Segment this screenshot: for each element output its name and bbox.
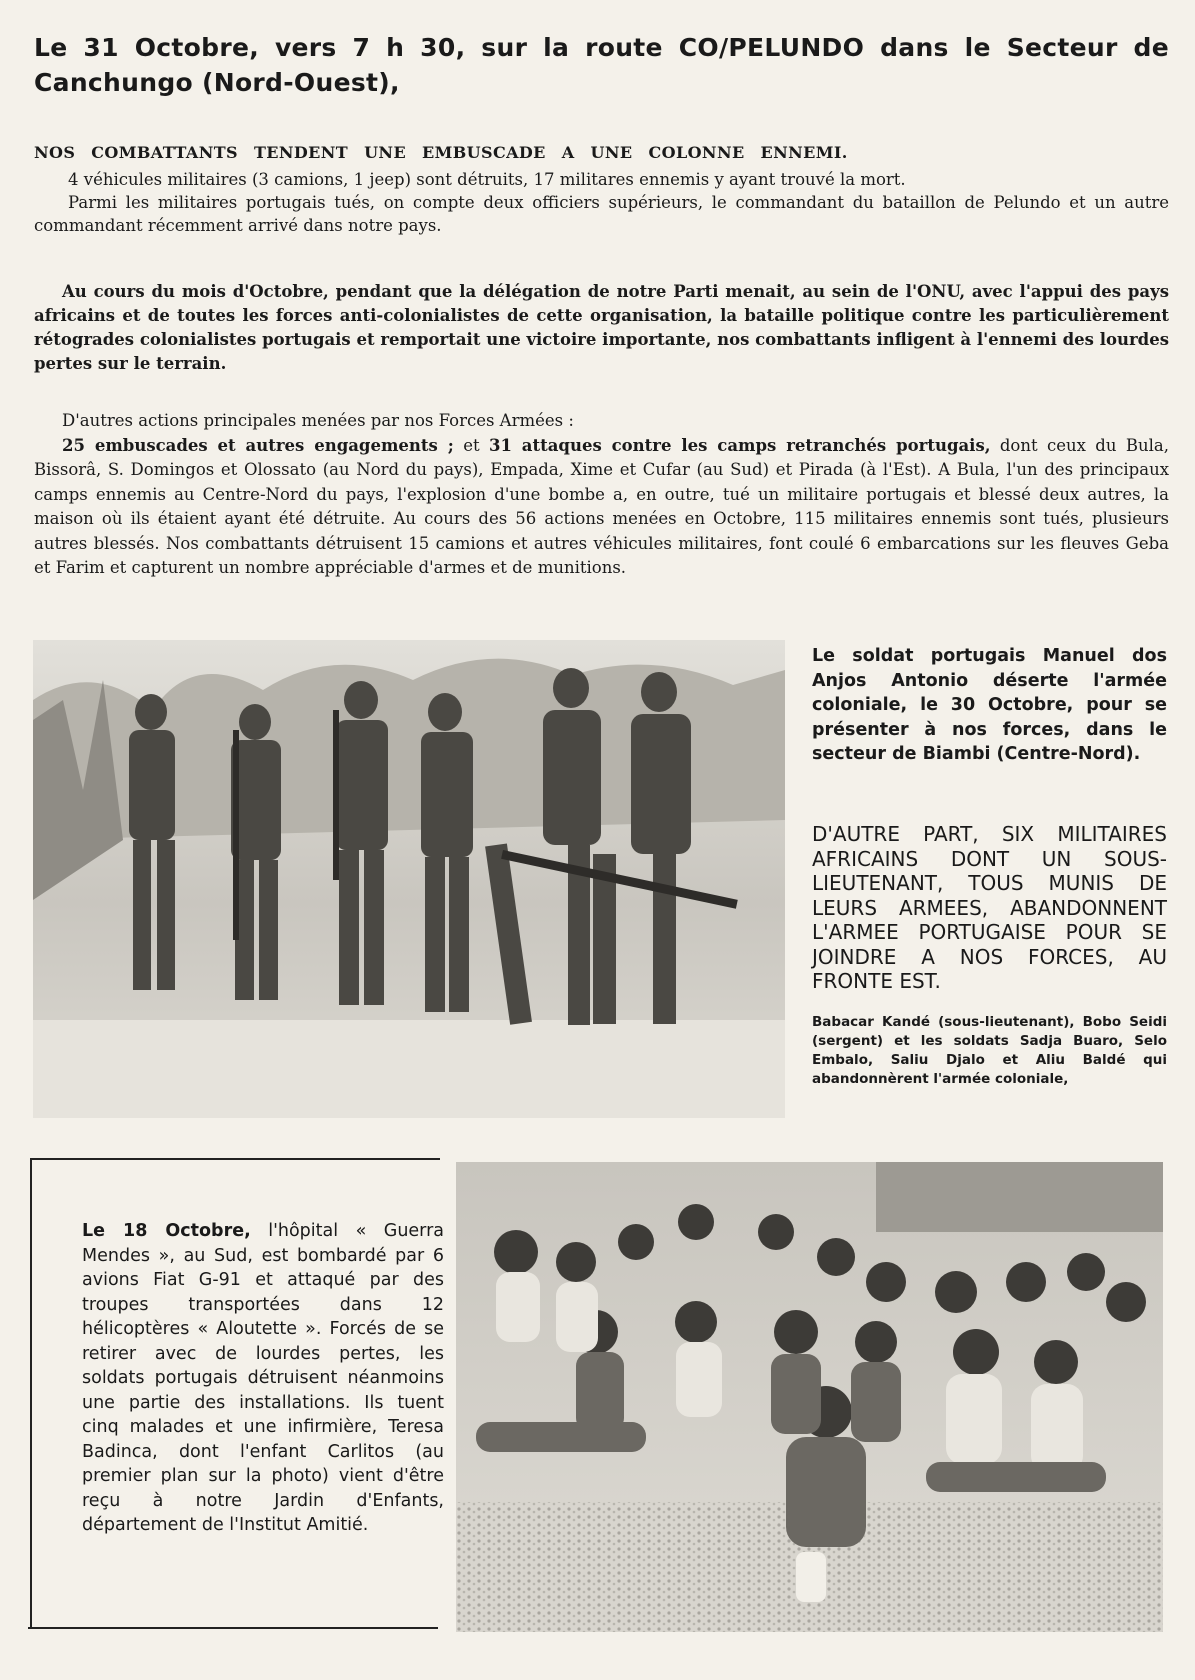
headline: Le 31 Octobre, vers 7 h 30, sur la route CO/PELUNDO dans le Secteur de Canchungo (Nord-Ouest), [34, 33, 1169, 97]
children-photo [456, 1162, 1163, 1632]
ambush-lead: NOS COMBATTANTS TENDENT UNE EMBUSCADE A UNE COLONNE ENNEMI. [34, 143, 848, 162]
defection-text: D'AUTRE PART, SIX MILITAIRES AFRICAINS DONT UN SOUS-LIEUTENANT, TOUS MUNIS DE LEURS ARMEES, ABANDONNENT L'ARMEE PORTUGAISE POUR SE JOINDRE A NOS FORCES, AU FRONTE EST. [812, 822, 1167, 993]
actions-rest: dont ceux du Bula, Bissorâ, S. Domingos et Olossato (au Nord du pays), Empada, Xime et Cufar (au Sud) et Pirada (à l'Est). A Bula, l'un des principaux camps ennemis au Centre-Nord du pays, l'explosion d'une bombe a, en outre, tué un militaire portugais et blessé deux autres, la maison où ils étaient ayant été détruite. Au cours des 56 actions menées en Octobre, 115 militaires ennemis sont tués, plusieurs autres blessés. Nos combattants détruisent 15 camions et autres véhicules militaires, font coulé 6 embarcations sur les fleuves Geba et Farim et capturent un nombre appréciable d'armes et de munitions. [34, 435, 1169, 577]
actions-body [34, 434, 1169, 581]
ambush-line-1: 4 véhicules militaires (3 camions, 1 jeep) sont détruits, 17 militares ennemis y ayant trouvé la mort. [68, 170, 906, 189]
box-rule-top [30, 1158, 440, 1160]
hospital-body: l'hôpital « Guerra Mendes », au Sud, est bombardé par 6 avions Fiat G-91 et attaqué par des troupes transportées dans 12 hélicoptères « Aloutette ». Forcés de se retirer avec de lourdes pertes, les soldats portugais détruisent néanmoins une partie des installations. Ils tuent cinq malades et une infirmière, Teresa Badinca, dont l'enfant Carlitos (au premier plan sur la photo) vient d'être reçu à notre Jardin d'Enfants, département de l'Institut Amitié. [82, 1221, 444, 1535]
hospital-article [82, 1219, 444, 1538]
box-rule-bottom [28, 1627, 438, 1629]
hospital-date: Le 18 Octobre, [82, 1221, 251, 1241]
actions-mid: et [453, 435, 489, 455]
ambush-line-2: Parmi les militaires portugais tués, on compte deux officiers supérieurs, le commandant du bataillon de Pelundo et un autre commandant récemment arrivé dans notre pays. [34, 193, 1169, 235]
deserter-text: Le soldat portugais Manuel dos Anjos Antonio déserte l'armée coloniale, le 30 Octobre, pour se présenter à nos forces, dans le secteur de Biambi (Centre-Nord). [812, 646, 1167, 764]
actions-intro: D'autres actions principales menées par nos Forces Armées : [62, 411, 574, 430]
actions-bold-2: 31 attaques contre les camps retranchés portugais, [488, 435, 991, 455]
children-photo-image [456, 1162, 1163, 1632]
un-paragraph: Au cours du mois d'Octobre, pendant que la délégation de notre Parti menait, au sein de l'ONU, avec l'appui des pays africains et de toutes les forces anti-colonialistes de cette organisation, la bataille politique contre les particulièrement rétogrades colonialistes portugais et remportait une victoire importante, nos combattants infligent à l'ennemi des lourdes pertes sur le terrain. [34, 282, 1169, 373]
soldiers-caption: Babacar Kandé (sous-lieutenant), Bobo Seidi (sergent) et les soldats Sadja Buaro, Selo Embalo, Saliu Djalo et Aliu Baldé qui abandonnèrent l'armée coloniale, [812, 1014, 1167, 1087]
actions-paragraph [34, 409, 1169, 581]
soldiers-photo-image [33, 640, 785, 1118]
actions-bold-1: 25 embuscades et autres engagements ; [62, 435, 454, 455]
box-rule-left [30, 1158, 32, 1628]
ambush-body [34, 168, 1169, 237]
soldiers-photo [33, 640, 785, 1118]
